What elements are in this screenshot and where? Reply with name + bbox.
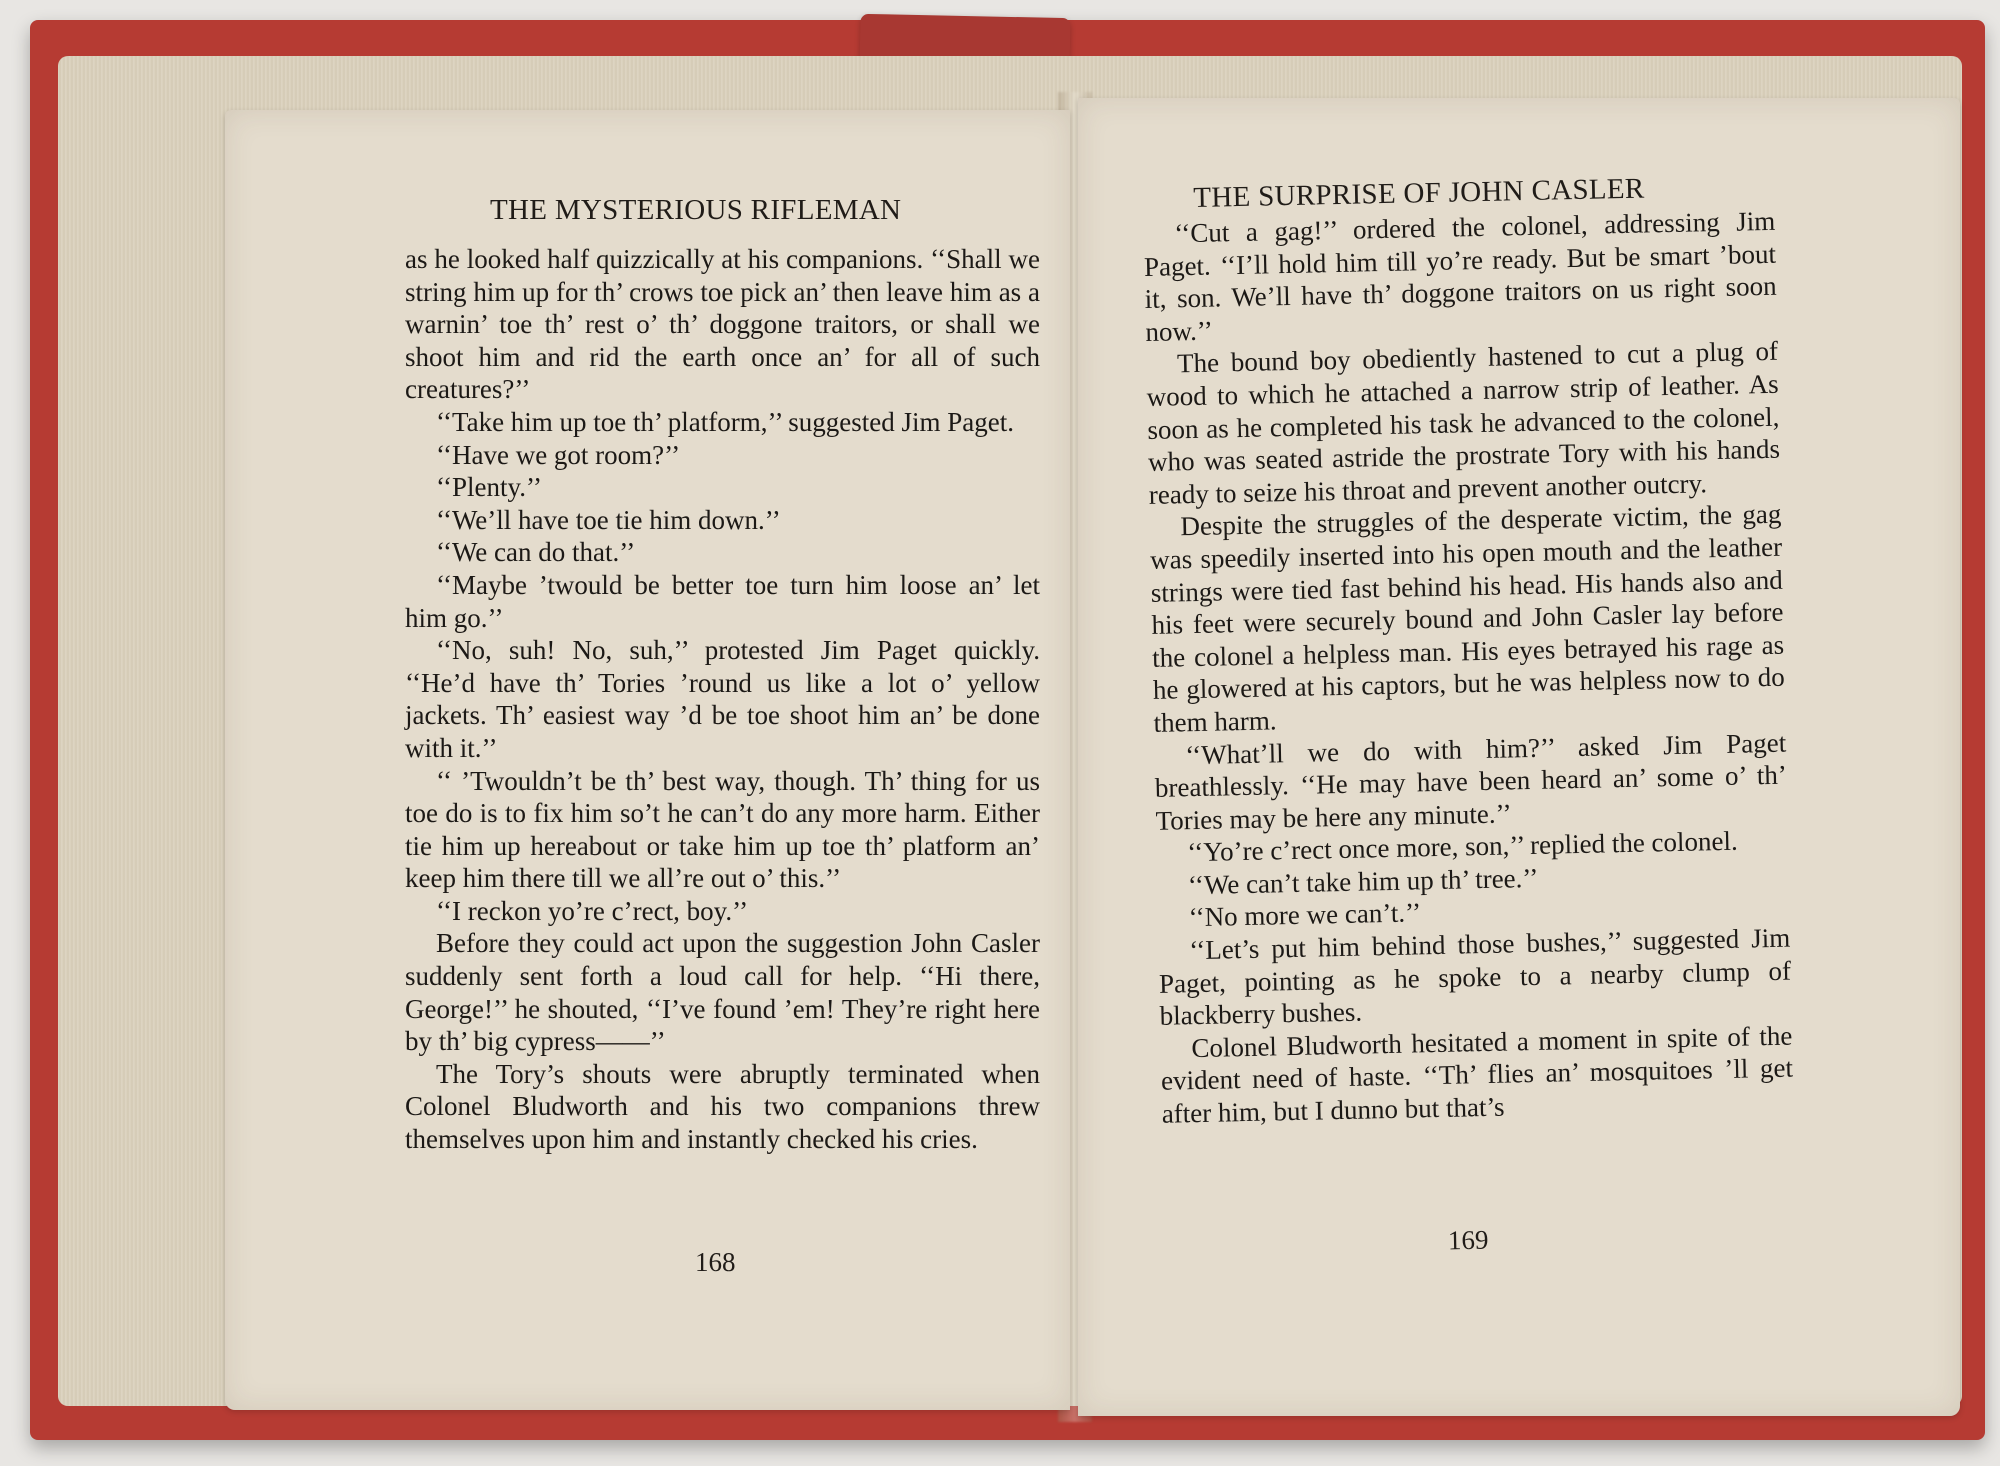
right-paragraph: ‘‘What’ll we do with him?’’ asked Jim Paget breathlessly. ‘‘He may have been heard an’ some o’ th’ Tories may be here any minute.’’ [1154, 727, 1788, 836]
right-paragraph: ‘‘Yo’re c’rect once more, son,’’ replied the colonel. [1186, 825, 1739, 868]
left-paragraph: ‘‘No, suh! No, suh,’’ protested Jim Paget quickly. ‘‘He’d have th’ Tories ’round us like a lot o’ yellow jackets. Th’ easiest way ’d be toe shoot him an’ be done with it.’’ [405, 635, 1040, 763]
left-paragraph: ‘‘Plenty.’’ [436, 472, 542, 503]
left-paragraph: ‘‘We’ll have toe tie him down.’’ [436, 504, 781, 535]
left-paragraph: ‘‘We can do that.’’ [436, 537, 636, 568]
right-paragraph: ‘‘Let’s put him behind those bushes,’’ suggested Jim Paget, pointing as he spoke to a nearby clump of blackberry bushes. [1158, 922, 1792, 1032]
left-paragraph: as he looked half quizzically at his companions. ‘‘Shall we string him up for th’ crows toe pick an’ then leave him as a warnin’ toe th’ rest o’ th’ doggone traitors, or shall we shoot him and rid the earth once an’ for all of such creatures?’’ [405, 244, 1040, 405]
left-paragraph: ‘‘I reckon yo’re c’rect, boy.’’ [436, 895, 749, 926]
right-paragraph: Colonel Bludworth hesitated a moment in spite of the evident need of haste. ‘‘Th’ flies an’ mosquitoes ’ll get after him, but I dunno but that’s [1160, 1020, 1794, 1129]
right-page-number: 169 [1447, 1224, 1489, 1256]
right-page-body [1143, 205, 1794, 1131]
right-paragraph: Despite the struggles of the desperate victim, the gag was speedily inserted into his open mouth and the leather strings were tied fast behind his head. His hands also and his feet were securely bound and John Casler lay before the colonel a helpless man. His eyes betrayed his rage as he glowered at his captors, but he was helpless now to do them harm. [1149, 499, 1786, 738]
left-paragraph: ‘‘ ’Twouldn’t be th’ best way, though. Th’ thing for us toe do is to fix him so’t he can’t do any more harm. Either tie him up hereabout or take him up toe th’ platform an’ keep him there till we all’re out o’ this.’’ [405, 765, 1040, 894]
left-paragraph: ‘‘Have we got room?’’ [436, 439, 681, 470]
right-page [1078, 98, 1960, 1416]
right-paragraph: ‘‘No more we can’t.’’ [1188, 897, 1422, 933]
left-paragraph: ‘‘Maybe ’twould be better toe turn him loose an’ let him go.’’ [405, 569, 1040, 633]
left-page-body [405, 243, 1040, 1156]
left-paragraph: ‘‘Take him up toe th’ platform,’’ suggested Jim Paget. [436, 406, 1014, 437]
right-paragraph: ‘‘Cut a gag!’’ ordered the colonel, addressing Jim Paget. ‘‘I’ll hold him till yo’re ready. But be smart ’bout it, son. We’ll have th’ doggone traitors on us right soon now.’’ [1143, 205, 1777, 347]
right-paragraph: The bound boy obediently hastened to cut a plug of wood to which he attached a narrow strip of leather. As soon as he completed his task he advanced to the colonel, who was seated astride the prostrate Tory with his hands ready to seize his throat and prevent another outcry. [1146, 336, 1781, 510]
left-page-number: 168 [695, 1247, 736, 1277]
left-paragraph: The Tory’s shouts were abruptly terminated when Colonel Bludworth and his two companions threw themselves upon him and instantly checked his cries. [405, 1058, 1040, 1155]
left-running-header: THE MYSTERIOUS RIFLEMAN [490, 194, 902, 226]
left-page [225, 110, 1070, 1410]
right-running-header: THE SURPRISE OF JOHN CASLER [1193, 172, 1645, 214]
left-paragraph: Before they could act upon the suggestion John Casler suddenly sent forth a loud call for help. ‘‘Hi there, George!’’ he shouted, ‘‘I’ve found ’em! They’re right here by th’ big cypress——’’ [405, 928, 1040, 1057]
right-paragraph: ‘‘We can’t take him up th’ tree.’’ [1187, 862, 1539, 901]
